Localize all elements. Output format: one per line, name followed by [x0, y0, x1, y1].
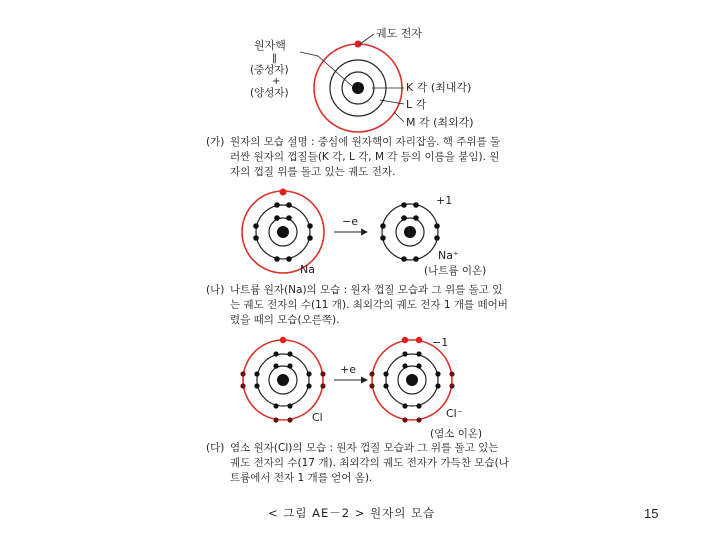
cl-arrow-label: +e [340, 363, 356, 376]
caption-c-line-3: 트륨에서 전자 1 개를 얻어 옴). [230, 472, 373, 484]
na-arrow-label: −e [342, 215, 358, 228]
nucleus-eq: ‖ [272, 53, 277, 64]
cl-ion-name: (염소 이온) [430, 428, 483, 440]
nucleus-label: 원자핵 [254, 39, 286, 52]
na-nucleus [277, 226, 289, 238]
sodium-diagram [242, 189, 486, 278]
atom-structure-diagram [250, 26, 474, 132]
chlorine-diagram [240, 336, 482, 440]
na-ion-name: (나트륨 이온) [424, 265, 487, 277]
cl-ion-charge: −1 [432, 336, 449, 349]
caption-c-tag: (다) [206, 442, 225, 454]
caption-a-line-2: 러싼 원자의 껍질들(K 각, L 각, M 각 등의 이름을 붙임). 원 [230, 151, 500, 163]
caption-a-tag: (가) [206, 136, 225, 148]
cl-ion-nucleus [406, 374, 418, 386]
l-shell-label: L 각 [406, 98, 427, 111]
cl-nucleus [277, 374, 289, 386]
caption-a-line-1: 원자의 모습 설명 : 중심에 원자핵이 자리잡음. 핵 주위를 둘 [230, 136, 501, 148]
caption-b [206, 283, 526, 328]
nucleus [352, 82, 364, 94]
caption-c [206, 441, 526, 486]
page-number: 15 [644, 506, 659, 521]
caption-b-line-1: 나트륨 원자(Na)의 모습 : 원자 껍질 모습과 그 위를 돌고 있 [230, 284, 503, 296]
caption-b-line-2: 는 궤도 전자의 수(11 개). 최외각의 궤도 전자 1 개를 떼어버 [230, 299, 508, 311]
na-label: Na [300, 263, 315, 276]
na-valence-electron [280, 189, 287, 196]
cl-label: Cl [312, 411, 323, 424]
na-ion-charge: +1 [436, 194, 453, 207]
caption-b-tag: (나) [206, 284, 225, 296]
neutron-label: (중성자) [250, 64, 289, 76]
orbit-electron-label: 궤도 전자 [376, 27, 423, 40]
plus-label: + [272, 76, 281, 87]
na-ion-nucleus [404, 226, 416, 238]
figure-caption: < 그림 AE－2 > 원자의 모습 [268, 506, 436, 520]
caption-a [206, 135, 526, 180]
k-shell-label: K 각 (최내각) [406, 81, 472, 94]
caption-a-line-3: 자의 껍질 위를 돌고 있는 궤도 전자. [230, 166, 396, 178]
m-shell-label: M 각 (최외각) [406, 116, 474, 129]
na-ion-symbol: Na⁺ [438, 249, 459, 262]
caption-b-line-3: 렸을 때의 모습(오른쪽). [230, 314, 340, 326]
caption-c-line-1: 염소 원자(Cl)의 모습 : 원자 껍질 모습과 그 위를 돌고 있는 [230, 442, 499, 454]
proton-label: (양성자) [250, 87, 289, 99]
caption-c-line-2: 궤도 전자의 수(17 개). 최외각의 궤도 전자가 가득찬 모습(나 [230, 457, 509, 469]
cl-ion-symbol: Cl⁻ [446, 407, 463, 420]
